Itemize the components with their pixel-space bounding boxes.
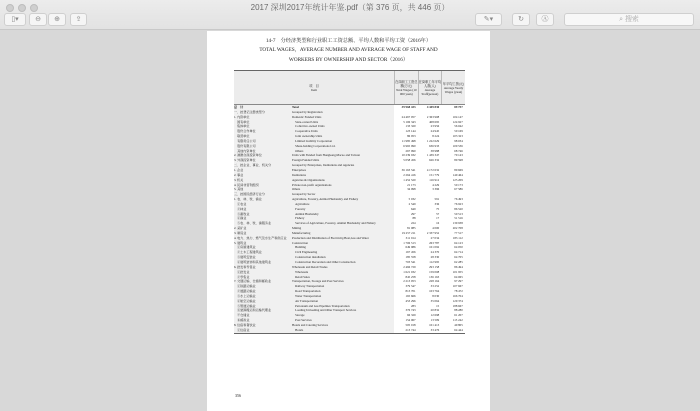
row-average-wage: 62 285 [454, 260, 463, 264]
row-total-wages: 2 264 416 [403, 172, 416, 177]
row-item-cn: ④渔业 [234, 216, 290, 221]
row-item-cn: 3. 机关 [234, 178, 290, 183]
row-item-cn: ⑥装卸搬运和运输代理业 [234, 308, 290, 313]
row-average-staff: 4 229 [432, 182, 440, 187]
row-average-staff: 17 [436, 216, 440, 221]
table-body [234, 105, 465, 333]
table-bottom-rule [234, 333, 465, 334]
row-average-staff: 4 449 830 [426, 105, 440, 109]
row-item-en: Hotels [290, 328, 394, 333]
row-total-wages: 2 213 053 [403, 279, 416, 284]
row-average-wage: 51 516 [454, 216, 463, 221]
row-average-staff: 27 034 [430, 235, 440, 240]
row-item-cn: 总 计 [234, 105, 290, 110]
row-average-wage: 64 714 [454, 250, 463, 255]
row-total-wages: 24 467 057 [401, 114, 416, 119]
row-item-cn: ⑤管道运输业 [234, 304, 290, 309]
markup-pen-button[interactable]: ✎▾ [475, 13, 502, 26]
row-average-staff: 20 832 [430, 308, 440, 313]
row-average-wage: 88 280 [454, 308, 463, 313]
row-total-wages: 11 985 498 [401, 138, 416, 143]
row-item-en: Retail Sales [290, 275, 394, 280]
row-average-staff: 38 988 [430, 148, 440, 153]
row-item-en: Others [290, 187, 394, 192]
rotate-button[interactable]: ↻ [512, 13, 530, 26]
row-average-staff: 1 439 347 [426, 153, 440, 158]
row-total-wages: 88 [412, 216, 416, 221]
row-average-staff: 293 158 [429, 264, 440, 269]
row-item-cn: ④航空运输业 [234, 299, 290, 304]
row-average-wage: 79 143 [454, 153, 463, 158]
row-item-cn: ①批发业 [234, 270, 290, 275]
share-button[interactable]: ⇪ [70, 13, 87, 26]
row-item-cn: 5. 建筑业 [234, 241, 290, 246]
row-average-wage: 101 955 [452, 269, 463, 274]
row-item-cn: 其他内资单位 [234, 149, 290, 154]
row-average-staff: 13 509 [430, 318, 440, 323]
row-total-wages: 133 320 [405, 124, 416, 129]
row-item-en: Building [290, 245, 394, 250]
row-average-wage: 77 517 [454, 230, 463, 235]
row-average-staff: 636 933 [429, 143, 440, 148]
row-item-en: Mining [290, 226, 394, 231]
row-item-en: Share-holding Corporations Ltd. [290, 144, 394, 149]
row-item-en: Petroleum and Gas Pipelines Transportation [290, 304, 394, 309]
row-item-en: Construction installation [290, 255, 394, 260]
row-average-staff: 2 363 908 [426, 114, 440, 119]
row-item-cn: 股份合作单位 [234, 129, 290, 134]
row-average-wage: 149 464 [452, 172, 463, 177]
row-total-wages: 39 968 433 [401, 105, 416, 109]
row-item-cn: 1. 内资单位 [234, 115, 290, 120]
row-item-cn: 8. 住宿和餐饮业 [234, 323, 290, 328]
row-item-en: Civil Engineering [290, 250, 394, 255]
header-col2-cn: 在岗职工年平均人数(人) [418, 79, 442, 88]
row-item-en: Agriculture, Forestry, Animal Husbandry and Fishery [290, 197, 394, 202]
row-total-wages: 1 452 520 [403, 177, 416, 182]
row-item-en: Forestry [290, 207, 394, 212]
row-average-wage: 113 242 [452, 318, 463, 323]
row-item-en: Grouped by Registration [290, 110, 394, 115]
row-average-wage: 89 669 [454, 167, 463, 172]
table-header [234, 70, 465, 105]
row-item-en: Joint ownership Units [290, 134, 394, 139]
row-average-staff: 116 912 [429, 177, 440, 182]
row-item-en: Wholesale [290, 270, 394, 275]
row-item-cn: 4. 民间非营利组织 [234, 183, 290, 188]
pdf-page [207, 31, 490, 411]
row-average-staff: 8 224 [432, 134, 440, 139]
row-item-cn: 1. 农、林、牧、渔业 [234, 197, 290, 202]
row-total-wages: 123 144 [405, 129, 416, 134]
row-average-staff: 4 000 [432, 226, 440, 231]
row-item-cn: 有限责任公司 [234, 139, 290, 144]
row-total-wages: 185 558 [405, 255, 416, 260]
row-average-wage: 183 112 [452, 235, 463, 240]
row-average-staff: 23 956 [430, 124, 440, 129]
row-item-en: Transportation, Storage and Post Services [290, 279, 394, 284]
header-item-cn: 项 目 [309, 83, 319, 88]
row-item-en: Total [290, 105, 394, 110]
row-total-wages: 297 [410, 211, 416, 216]
row-average-staff: 263 787 [429, 240, 440, 245]
row-item-cn: ⑧邮政业 [234, 318, 290, 323]
row-average-staff: 408 695 [429, 119, 440, 124]
row-total-wages: 6 965 990 [403, 143, 416, 148]
row-item-cn: ②道路运输业 [234, 289, 290, 294]
row-item-cn: 股份有限公司 [234, 144, 290, 149]
row-average-wage: 50 169 [454, 129, 463, 134]
row-item-cn: 7. 交通运输、仓储和邮政业 [234, 279, 290, 284]
row-average-wage: 49 805 [454, 322, 463, 327]
row-total-wages: 2 549 [408, 201, 416, 206]
row-item-en: Units with Funded from Hongkong,Macao and Taiwan [290, 153, 394, 158]
row-item-en: Grouped by Sector [290, 192, 394, 197]
row-item-cn: ②土木工程建筑业 [234, 250, 290, 255]
row-average-wage: 67 586 [454, 187, 463, 192]
row-total-wages: 379 547 [405, 284, 416, 289]
row-average-wage: 76 923 [454, 201, 463, 206]
row-item-cn: 5. 其他 [234, 187, 290, 192]
row-item-en: Loading Unloading and Other Transport Services [290, 308, 394, 313]
row-average-staff: 103 764 [429, 289, 440, 294]
row-item-cn: ⑤农、林、牧、渔服务业 [234, 221, 290, 226]
row-average-wage: 107 667 [452, 284, 463, 289]
row-average-staff: 151 779 [429, 172, 440, 177]
row-item-en: Limited Liability Corporation [290, 139, 394, 144]
row-average-wage: 78 472 [454, 289, 463, 294]
row-total-wages: 649 986 [405, 245, 416, 250]
row-average-staff: 228 164 [429, 279, 440, 284]
row-total-wages: 224 [410, 221, 416, 226]
row-item-cn: ③畜牧业 [234, 212, 290, 217]
row-average-staff: 35 064 [430, 298, 440, 303]
table-title-cn: 14-7 分经济类型和行业职工工资总额、平均人数和平均工资（2016年） [265, 38, 432, 44]
row-total-wages: 154 067 [405, 318, 416, 323]
row-total-wages: 34 998 [407, 187, 416, 192]
row-average-staff: 1 222 629 [426, 138, 440, 143]
row-item-en: Grouped by Enterprises, Institutions and Agencies [290, 163, 394, 168]
row-item-cn: 2. 事业 [234, 173, 290, 178]
row-item-cn: ①住宿业 [234, 328, 290, 333]
header-col2-en: Average Staff(person) [421, 87, 439, 96]
row-item-cn: 4. 电力、热力、燃气及水生产和供应业 [234, 236, 290, 241]
header-col1-en: Total Wages (10 000 yuan) [395, 87, 417, 96]
row-average-wage: 129 374 [452, 298, 463, 303]
row-average-staff: 112 995 [429, 260, 440, 264]
row-average-wage: 64 065 [454, 274, 463, 279]
row-total-wages: 283 [410, 303, 416, 308]
row-item-en: Animal Husbandry [290, 212, 394, 217]
row-item-en: Air Transportation [290, 299, 394, 304]
row-average-staff: 101 092 [429, 245, 440, 250]
page-number: 356 [235, 393, 241, 398]
zoom-out-button[interactable]: ⊖ [29, 13, 47, 26]
row-total-wages: 167 456 [405, 250, 416, 255]
window-title[interactable]: 2017 深圳2017年统计年鉴.pdf（第 376 页，共 446 页） [250, 3, 450, 12]
row-average-wage: 139 938 [452, 221, 463, 226]
row-average-wage: 103 323 [452, 134, 463, 139]
row-average-staff: 24 370 [430, 250, 440, 255]
row-item-en: Agriculture [290, 202, 394, 207]
row-average-staff: 4 172 632 [426, 167, 440, 172]
sidebar-toggle-button[interactable]: ▯▾ [4, 13, 26, 26]
row-item-en: Enterprises [290, 168, 394, 173]
row-average-wage: 97 297 [454, 279, 463, 284]
row-average-staff: 16 [436, 221, 440, 226]
search-icon: ⌕ [619, 16, 625, 23]
row-item-cn: ②零售业 [234, 275, 290, 280]
row-average-wage: 64 123 [454, 240, 463, 245]
row-average-staff: 33 252 [430, 284, 440, 289]
row-item-en: Manufacturing [290, 231, 394, 236]
row-item-cn: ②林业 [234, 207, 290, 212]
row-item-en: Institutions [290, 173, 394, 178]
row-item-en: Road Transportation [290, 289, 394, 294]
row-average-wage: 50 513 [454, 211, 463, 216]
row-item-en: Others [290, 149, 394, 154]
row-total-wages: 453 296 [405, 298, 416, 303]
row-average-staff: 2 337 952 [426, 230, 440, 235]
row-total-wages: 5 106 343 [403, 119, 416, 124]
row-item-en: Cooperative Units [290, 129, 394, 134]
row-total-wages: 1 706 513 [403, 240, 416, 245]
row-average-wage: 86 494 [454, 264, 463, 269]
row-item-en: Services of Agriculture, Forestry, Animal Husbandry and Fishery [290, 221, 394, 226]
row-average-wage: 125 209 [452, 177, 463, 182]
row-total-wages: 703 541 [405, 260, 416, 264]
row-total-wages: 376 743 [405, 308, 416, 313]
header-col3-en: Average Yearly Wages (yuan) [443, 85, 464, 94]
row-average-wage: 104 147 [452, 114, 463, 119]
row-average-staff: 101 413 [429, 322, 440, 327]
row-total-wages: 36 163 541 [401, 167, 416, 172]
row-average-wage: 98 034 [454, 138, 463, 143]
row-item-cn: 国有单位 [234, 120, 290, 125]
row-item-en: Domestic Funded Units [290, 115, 394, 120]
header-col3-cn: 年平均工资(元) [442, 81, 465, 86]
table-title-en-2: WORKERS BY OWNERSHIP AND SECTOR（2016） [288, 57, 409, 63]
row-average-staff: 591 [434, 197, 440, 202]
row-item-en: Collective-owned Units [290, 124, 394, 129]
row-average-wage: 68 746 [454, 148, 463, 153]
row-item-cn: 三、按国民经济行业分 [234, 192, 290, 197]
row-average-staff: 626 332 [429, 158, 440, 163]
row-item-cn: ①铁路运输业 [234, 284, 290, 289]
row-average-wage: 202 708 [452, 226, 463, 231]
row-average-wage: 89 757 [454, 105, 463, 109]
row-total-wages: 505 018 [405, 322, 416, 327]
row-average-staff: 136 163 [429, 274, 440, 279]
row-item-en: Railway Transportation [290, 284, 394, 289]
row-item-en: Foreign Funded Units [290, 158, 394, 163]
row-total-wages: 311 914 [405, 235, 416, 240]
row-item-cn: ③水上运输业 [234, 294, 290, 299]
row-average-staff: 24 945 [430, 129, 440, 134]
row-item-en: Water Transportation [290, 294, 394, 299]
row-total-wages: 165 666 [405, 293, 416, 298]
row-total-wages: 86 953 [407, 134, 416, 139]
row-average-wage: 64 705 [454, 255, 463, 260]
zoom-in-button[interactable]: ⊕ [48, 13, 66, 26]
row-item-en: Construction Decoration and Other Construction [290, 260, 394, 265]
row-item-cn: 6. 批发和零售业 [234, 265, 290, 270]
row-total-wages: 5 058 456 [403, 158, 416, 163]
row-item-en: Fishery [290, 216, 394, 221]
row-total-wages: 10 239 932 [401, 153, 416, 158]
table-title-en-1: TOTAL WAGES，AVERAGE NUMBER AND AVERAGE WAGE OF STAFF AND [259, 47, 438, 53]
row-average-staff: 159 008 [429, 269, 440, 274]
search-input[interactable]: ⌕ 搜索 [564, 13, 694, 26]
row-item-en: Construction [290, 241, 394, 246]
row-average-staff: 33 476 [430, 327, 440, 332]
row-item-en: State-owned Units [290, 120, 394, 125]
row-average-wage: 64 444 [454, 327, 463, 332]
row-item-cn: ③建筑安装业 [234, 255, 290, 260]
row-item-cn: 2. 港澳台商投资单位 [234, 153, 290, 158]
row-total-wages: 66 329 [407, 313, 416, 318]
header-col1-cn: 在岗职工工资总额(万元) [395, 79, 418, 88]
header-item-en: Item [311, 87, 317, 92]
row-total-wages: 1 621 032 [403, 269, 416, 274]
row-average-wage: 61 207 [454, 313, 463, 318]
row-item-cn: 1. 企业 [234, 168, 290, 173]
markup-toolbar-button[interactable]: Ⓐ [536, 13, 554, 26]
row-item-en: Storage [290, 313, 394, 318]
row-item-cn: 集体单位 [234, 124, 290, 129]
row-average-staff: 57 [436, 211, 440, 216]
row-total-wages: 2 466 729 [403, 264, 416, 269]
row-average-staff: 8 030 [432, 293, 440, 298]
data-table [234, 70, 465, 334]
row-average-staff: 15 [436, 303, 440, 308]
row-average-staff: 75 [436, 206, 440, 211]
row-total-wages: 267 990 [405, 148, 416, 153]
row-item-en: Private non-profit organizations [290, 183, 394, 188]
row-item-en: Agencies & Organizations [290, 178, 394, 183]
row-item-cn: ⑦仓储业 [234, 313, 290, 318]
row-item-cn: ④建筑装饰和其他建筑业 [234, 260, 290, 265]
row-average-wage: 89 598 [454, 158, 463, 163]
row-average-wage: 86 520 [454, 206, 463, 211]
table-row [234, 328, 465, 333]
row-average-staff: 3 396 [432, 187, 440, 192]
row-average-wage: 109 536 [452, 143, 463, 148]
row-item-cn: ①农业 [234, 202, 290, 207]
row-average-wage: 124 927 [452, 119, 463, 124]
row-total-wages: 845 258 [405, 274, 416, 279]
row-total-wages: 5 032 [408, 197, 416, 202]
row-total-wages: 649 [410, 206, 416, 211]
row-item-cn: 联营单位 [234, 134, 290, 139]
row-item-cn: 2. 采矿业 [234, 226, 290, 231]
row-item-en: Wholesale and Retail Trades [290, 265, 394, 270]
row-average-staff: 12 698 [430, 313, 440, 318]
row-average-wage: 56 042 [454, 124, 463, 129]
row-average-wage: 50 173 [454, 182, 463, 187]
row-item-en: Production and Distribution of Electricity,Heat,Gas and Water [290, 236, 394, 241]
row-item-cn: 一、按登记注册类型分 [234, 110, 290, 115]
row-average-staff: 28 330 [430, 255, 440, 260]
row-average-wage: 76 493 [454, 197, 463, 202]
row-item-en: Hotels and Catering Services [290, 323, 394, 328]
row-total-wages: 81 085 [407, 226, 416, 231]
row-average-wage: 166 704 [452, 293, 463, 298]
row-total-wages: 21 173 [407, 182, 416, 187]
row-average-staff: 336 [434, 201, 440, 206]
row-item-cn: 3. 外商投资单位 [234, 158, 290, 163]
row-item-cn: ①房屋建筑业 [234, 245, 290, 250]
row-total-wages: 213 744 [405, 327, 416, 332]
row-item-en: Post Services [290, 318, 394, 323]
toolbar [0, 0, 700, 30]
row-total-wages: 813 701 [405, 289, 416, 294]
row-average-wage: 64 050 [454, 245, 463, 250]
row-total-wages: 19 257 211 [401, 230, 416, 235]
row-item-cn: 二、按企业、事业、机关分 [234, 163, 290, 168]
row-average-wage: 188 667 [452, 303, 463, 308]
row-item-cn: 3. 制造业 [234, 231, 290, 236]
